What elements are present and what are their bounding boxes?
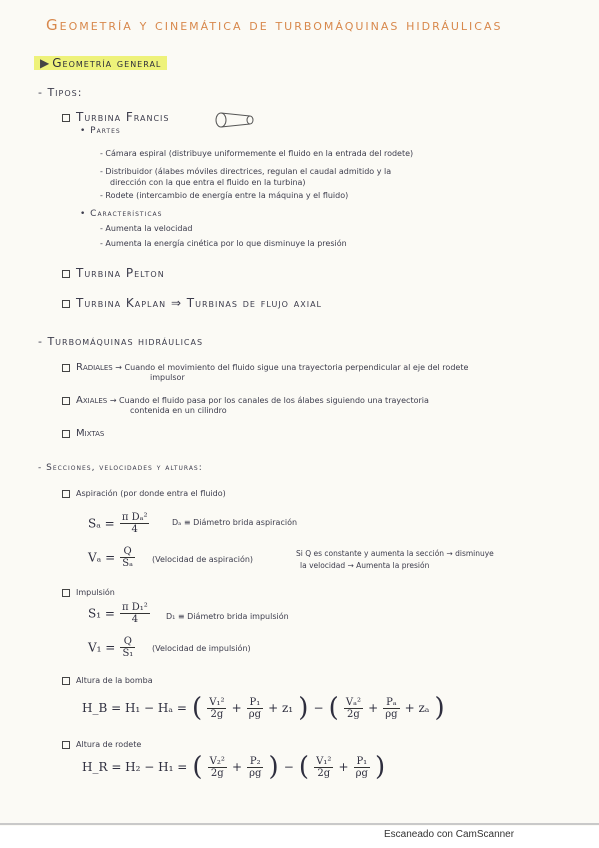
checkbox-icon xyxy=(62,741,70,749)
va-note: (Velocidad de aspiración) xyxy=(152,555,254,564)
side-note-line: Si Q es constante y aumenta la sección → disminuye xyxy=(296,549,494,558)
bullet-icon: • xyxy=(80,126,91,136)
formula-si: S₁ = $\frac{\text{π D₁²}}{4}$ xyxy=(88,602,148,625)
formula-va: Vₐ = $\frac{Q}{\text{Sₐ}}$ xyxy=(88,546,133,569)
turbomaquinas-heading: - Turbomáquinas hidráulicas xyxy=(38,335,204,348)
checkbox-icon xyxy=(62,589,70,597)
da-note: Dₐ ≡ Diámetro brida aspiración xyxy=(172,518,298,527)
tipos-heading: - Tipos: xyxy=(38,86,83,99)
list-item: - Aumenta la energía cinética por lo que disminuye la presión xyxy=(100,239,347,248)
secciones-heading: - Secciones, velocidades y alturas: xyxy=(38,463,203,473)
section-heading xyxy=(34,56,167,70)
francis-label: Turbina Francis xyxy=(76,110,170,124)
axiales-item-cont: contenida en un cilindro xyxy=(130,406,227,415)
aspiracion-heading: Aspiración (por donde entra el fluido) xyxy=(62,489,226,498)
turbine-sketch-icon xyxy=(214,111,258,129)
francis-heading xyxy=(62,110,169,124)
partes-heading: • Partes xyxy=(80,126,121,136)
formula-hb: H_B = H₁ − Hₐ = ( $\frac{\text{V₁²}}{2g}$ + $\frac{\text{P₁}}{\rho g}$ + z₁ ) − ( $\frac{\text{Vₐ²}}{2g}$ + $\frac{\text{Pₐ}}{\rho g}$ + zₐ ) xyxy=(82,693,445,723)
altura-bomba-heading: Altura de la bomba xyxy=(62,676,153,685)
radiales-item-cont: impulsor xyxy=(150,373,185,382)
checkbox-icon xyxy=(62,397,70,405)
formula-vi: V₁ = $\frac{Q}{\text{S₁}}$ xyxy=(88,636,134,659)
list-item: - Rodete (intercambio de energía entre la máquina y el fluido) xyxy=(100,191,349,200)
radiales-item: Radiales → Cuando el movimiento del fluido sigue una trayectoria perpendicular al eje del rodete xyxy=(62,362,468,373)
formula-hr: H_R = H₂ − H₁ = ( $\frac{\text{V₂²}}{2g}$ + $\frac{\text{P₂}}{\rho g}$ ) − ( $\frac{\text{V₁²}}{2g}$ + $\frac{\text{P₁}}{\rho g}$ ) xyxy=(82,752,386,782)
checkbox-icon xyxy=(62,114,70,122)
page-title: Geometría y cinemática de turbomáquinas hidráulicas xyxy=(46,16,503,34)
pelton-heading: Turbina Pelton xyxy=(62,266,165,280)
page-bottom-edge xyxy=(0,823,599,825)
caracteristicas-heading: • Características xyxy=(80,209,163,219)
checkbox-icon xyxy=(62,364,70,372)
kaplan-heading: Turbina Kaplan ⇒ Turbinas de flujo axial xyxy=(62,296,322,310)
di-note: D₁ ≡ Diámetro brida impulsión xyxy=(166,612,289,621)
list-item: - Aumenta la velocidad xyxy=(100,224,193,233)
axiales-item: Axiales → Cuando el fluido pasa por los canales de los álabes siguiendo una trayectoria xyxy=(62,395,429,406)
scanner-watermark: Escaneado con CamScanner xyxy=(384,829,515,840)
checkbox-icon xyxy=(62,490,70,498)
bullet-icon: • xyxy=(80,209,91,219)
triangle-bullet-icon: ▶ xyxy=(40,56,51,70)
checkbox-icon xyxy=(62,300,70,308)
mixtas-item: Mixtas xyxy=(62,428,104,439)
vi-note: (Velocidad de impulsión) xyxy=(152,644,251,653)
checkbox-icon xyxy=(62,677,70,685)
side-note-line: la velocidad → Aumenta la presión xyxy=(300,561,430,570)
list-item: - Cámara espiral (distribuye uniformemente el fluido en la entrada del rodete) xyxy=(100,149,414,158)
altura-rodete-heading: Altura de rodete xyxy=(62,740,141,749)
impulsion-heading: Impulsión xyxy=(62,588,115,597)
section-heading-label: Geometría general xyxy=(52,56,162,70)
checkbox-icon xyxy=(62,270,70,278)
checkbox-icon xyxy=(62,430,70,438)
list-item: - Distribuidor (álabes móviles directrices, regulan el caudal admitido y la xyxy=(100,167,392,176)
list-item: dirección con la que entra el fluido en la turbina) xyxy=(110,178,306,187)
formula-sa: Sₐ = $\frac{\text{π Dₐ²}}{4}$ xyxy=(88,512,148,535)
